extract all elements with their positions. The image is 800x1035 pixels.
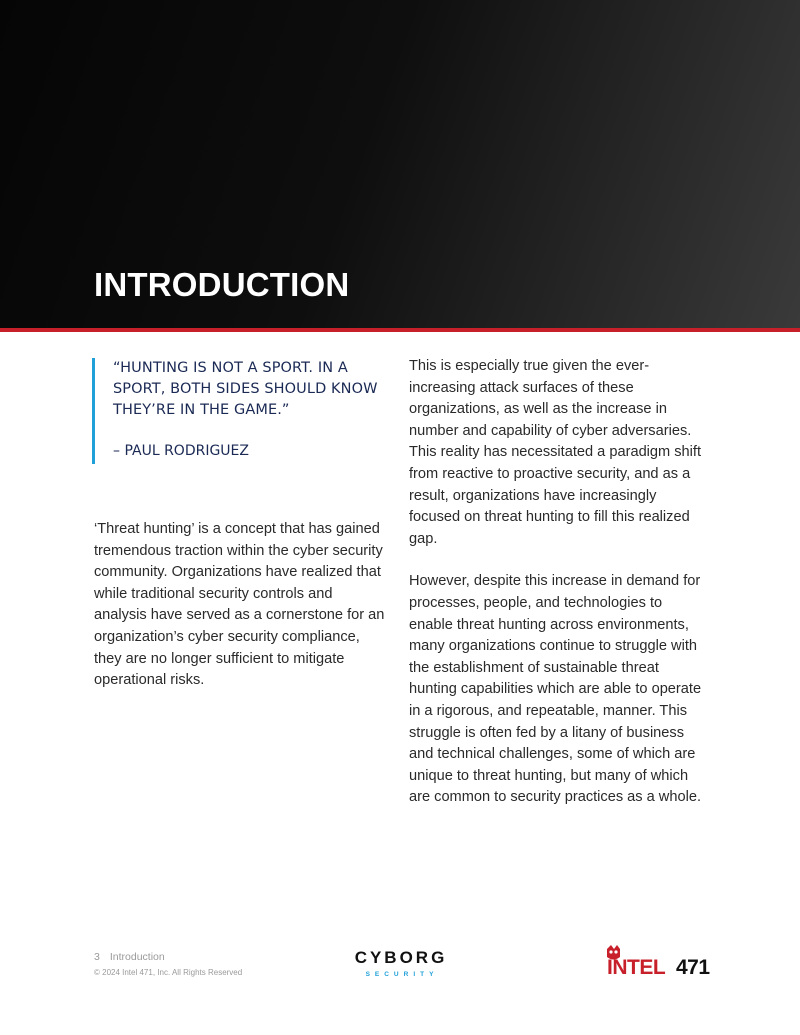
left-column [94, 519, 386, 692]
body-paragraph-1: This is especially true given the ever-increasing attack surfaces of these organizations, as well as the increase in number and capability of cyber adversaries. This reality has necessitated a paradigm shift from reactive to proactive security, and as a result, organizations have increasingly focused on threat hunting to fill this realized gap. [409, 358, 702, 547]
quote-text: “HUNTING IS NOT A SPORT. IN A SPORT, BOTH SIDES SHOULD KNOW THEY’RE IN THE GAME.” [113, 360, 378, 418]
page-title: INTRODUCTION [94, 266, 350, 303]
intel-logo-text: INTEL [607, 956, 666, 977]
header-divider [0, 328, 800, 332]
quote-author: – PAUL RODRIGUEZ [113, 443, 249, 459]
cyborg-logo-subtext: SECURITY [365, 971, 439, 978]
section-name: Introduction [109, 951, 165, 963]
intro-paragraph: ‘Threat hunting’ is a concept that has gained tremendous traction within the cyber security community. Organizations have realized that while traditional security controls and analysis have served as a cornerstone for an organization’s cyber security compliance, they are no longer sufficient to mitigate operational risks. [94, 521, 385, 689]
footer-page-label [94, 951, 242, 963]
copyright: © 2024 Intel 471, Inc. All Rights Reserved [94, 968, 243, 977]
page-number: 3 [94, 951, 100, 963]
right-column [409, 356, 709, 809]
cyborg-logo-text: CYBORG [354, 948, 448, 967]
page-footer [94, 951, 242, 977]
pull-quote [92, 358, 395, 464]
intel-logo-number: 471 [676, 956, 710, 977]
cyborg-security-logo [340, 947, 462, 979]
intel-471-logo [604, 943, 710, 977]
body-paragraph-2: However, despite this increase in demand for processes, people, and technologies to enable threat hunting across environments, many organizations continue to struggle with the establishment of sustainable threat hunting capabilities which are able to operate in a rigorous, and repeatable, manner. This struggle is often fed by a litany of business and technical challenges, some of which are unique to threat hunting, but many of which are common to security practices as a whole. [409, 573, 702, 806]
